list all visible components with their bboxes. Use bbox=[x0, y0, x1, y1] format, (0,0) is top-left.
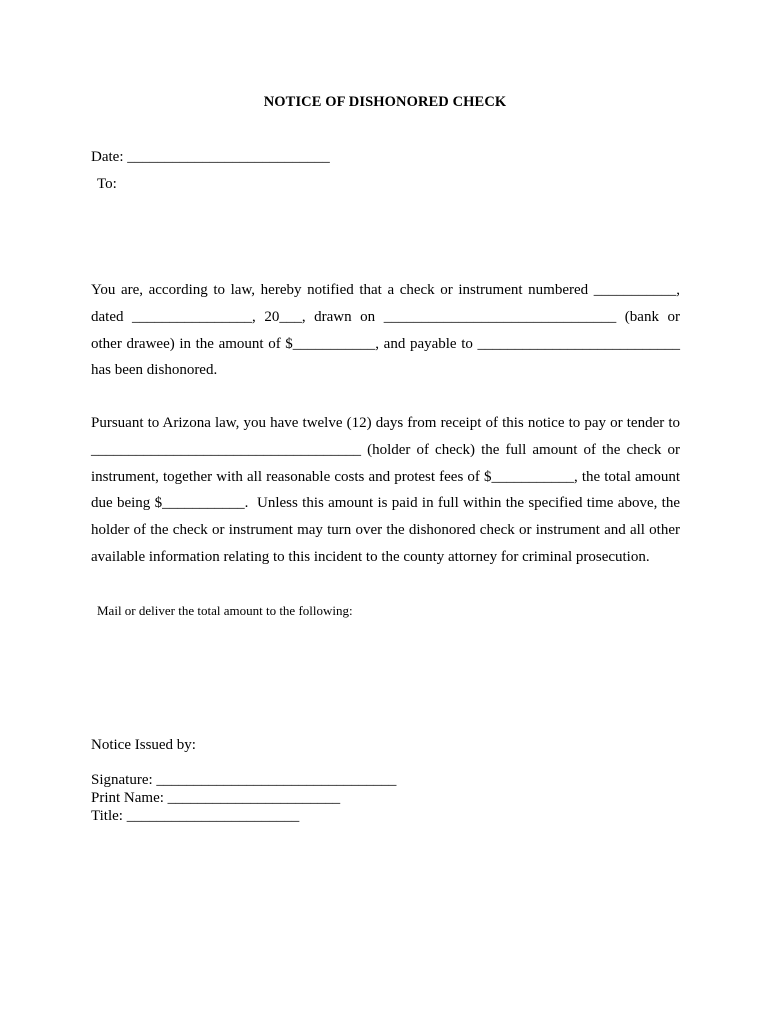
paragraph-line: due being $___________. Unless this amount is paid in full within the specified time above, the bbox=[91, 495, 680, 512]
paragraph-line: dated ________________, 20___, drawn on _______________________________ (bank or bbox=[91, 308, 680, 325]
paragraph-line: Pursuant to Arizona law, you have twelve (12) days from receipt of this notice to pay or tender to bbox=[91, 415, 680, 431]
document-title: NOTICE OF DISHONORED CHECK bbox=[263, 94, 507, 110]
paragraph-line: instrument, together with all reasonable costs and protest fees of $___________, the total amount bbox=[91, 468, 680, 485]
date-line: Date: ___________________________ bbox=[91, 149, 330, 165]
demand-paragraph bbox=[91, 410, 680, 571]
notice-paragraph bbox=[91, 277, 680, 384]
paragraph-line: other drawee) in the amount of $___________, and payable to ___________________________ bbox=[91, 335, 680, 352]
print-name-line: Print Name: _______________________ bbox=[91, 790, 341, 806]
paragraph-line: holder of the check or instrument may turn over the dishonored check or instrument and all other bbox=[91, 522, 680, 539]
mail-instructions: Mail or deliver the total amount to the following: bbox=[97, 603, 353, 618]
paragraph-line: has been dishonored. bbox=[91, 362, 218, 379]
title-line: Title: _______________________ bbox=[91, 808, 300, 824]
to-line: To: bbox=[97, 176, 117, 192]
paragraph-line: ____________________________________ (holder of check) the full amount of the check or bbox=[91, 441, 680, 458]
signature-line: Signature: ________________________________ bbox=[91, 772, 397, 788]
paragraph-line: available information relating to this incident to the county attorney for criminal prosecution. bbox=[91, 548, 650, 565]
paragraph-line: You are, according to law, hereby notified that a check or instrument numbered ___________, bbox=[91, 282, 680, 298]
issued-by-heading: Notice Issued by: bbox=[91, 737, 196, 753]
